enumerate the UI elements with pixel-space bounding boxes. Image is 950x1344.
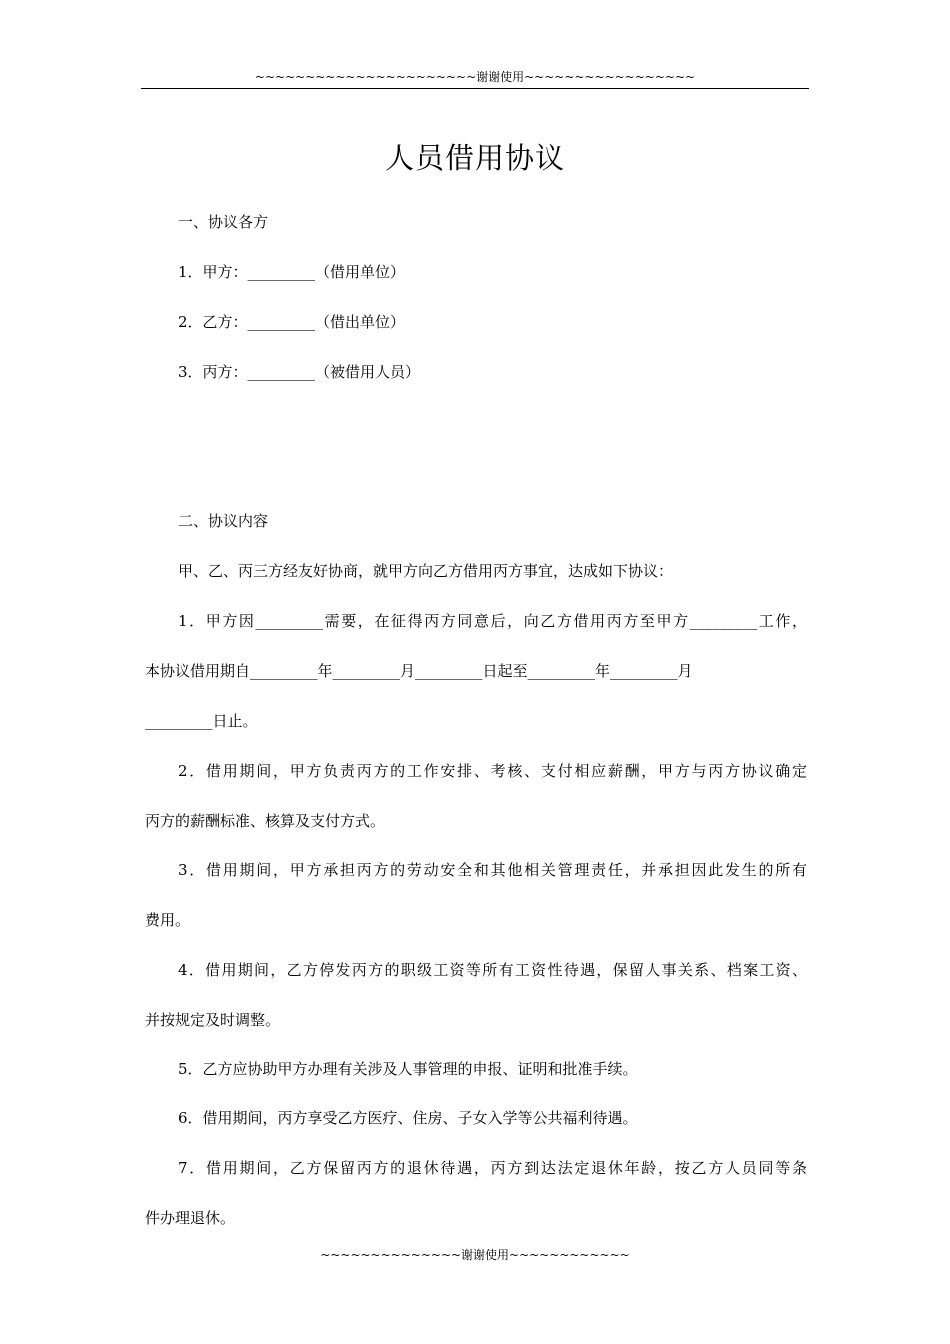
clause-4-line-1: 4．借用期间，乙方停发丙方的职级工资等所有工资性待遇，保留人事关系、档案工资、 <box>178 961 807 979</box>
section-1-heading: 一、协议各方 <box>178 213 269 231</box>
clause-1-line-1: 1．甲方因_________需要，在征得丙方同意后，向乙方借用丙方至甲方_________工作， <box>178 612 807 630</box>
clause-3-line-1: 3．借用期间，甲方承担丙方的劳动安全和其他相关管理责任，并承担因此发生的所有 <box>178 861 807 879</box>
party-b-line: 2．乙方：_________（借出单位） <box>178 313 406 331</box>
clause-1-line-3: _________日止。 <box>145 712 258 730</box>
party-c-line: 3．丙方：_________（被借用人员） <box>178 363 421 381</box>
clause-6: 6．借用期间，丙方享受乙方医疗、住房、子女入学等公共福利待遇。 <box>178 1109 638 1127</box>
clause-3-line-2: 费用。 <box>145 911 191 929</box>
party-a-line: 1．甲方：_________（借用单位） <box>178 263 406 281</box>
clause-1-line-2: 本协议借用期自_________年_________月_________日起至_________年_________月 <box>145 662 693 680</box>
page-footer-text: ~~~~~~~~~~~~~~谢谢使用~~~~~~~~~~~~ <box>320 1248 630 1262</box>
clause-7-line-2: 件办理退休。 <box>145 1209 236 1227</box>
section-2-heading: 二、协议内容 <box>178 512 269 530</box>
clause-2-line-2: 丙方的薪酬标准、核算及支付方式。 <box>145 812 386 830</box>
intro-paragraph: 甲、乙、丙三方经友好协商，就甲方向乙方借用丙方事宜，达成如下协议： <box>178 562 674 580</box>
clause-4-line-2: 并按规定及时调整。 <box>145 1011 281 1029</box>
clause-5: 5．乙方应协助甲方办理有关涉及人事管理的申报、证明和批准手续。 <box>178 1060 638 1078</box>
page-header-text: ~~~~~~~~~~~~~~~~~~~~~~谢谢使用~~~~~~~~~~~~~~~~~ <box>254 70 696 84</box>
header-divider <box>141 88 809 89</box>
clause-7-line-1: 7．借用期间，乙方保留丙方的退休待遇，丙方到达法定退休年龄，按乙方人员同等条 <box>178 1159 807 1177</box>
clause-2-line-1: 2．借用期间，甲方负责丙方的工作安排、考核、支付相应薪酬，甲方与丙方协议确定 <box>178 762 807 780</box>
document-title: 人员借用协议 <box>384 141 565 175</box>
